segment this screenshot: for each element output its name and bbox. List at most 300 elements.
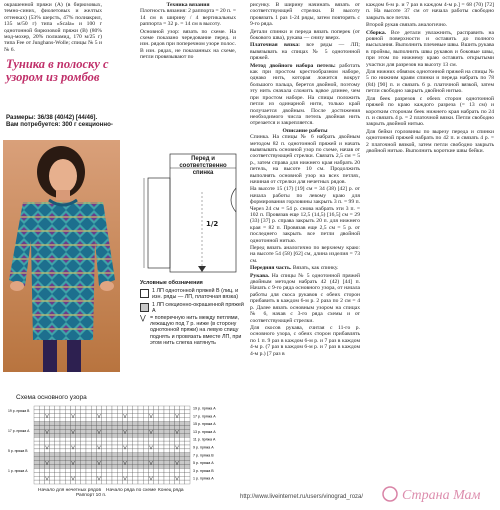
pattern-cell [102,445,107,449]
pattern-symbol: ⋁ [123,444,127,450]
source-url[interactable]: http://www.liveinternet.ru/users/vinograd_roza/ [240,494,364,500]
pattern-cell [65,453,70,457]
pattern-cell [50,453,55,457]
pattern-cell [133,429,138,433]
pattern-cell [86,441,91,445]
pattern-cell [86,476,91,480]
row-label: 11 р. пряжа A [193,437,216,442]
pattern-symbol: ⋁ [71,444,75,450]
pattern-cell [50,449,55,453]
pattern-cell [117,433,122,437]
pattern-cell [185,406,190,410]
schematic-label: Перед и соответственно спинка [179,156,227,176]
legend-text: 1 ЛП секционно-окрашенной пряжей А [152,301,244,314]
pattern-cell [60,449,65,453]
pattern-cell [76,457,81,461]
pattern-cell [34,441,39,445]
pattern-cell [185,433,190,437]
pattern-cell [164,433,169,437]
pattern-cell [102,422,107,426]
para-front [250,265,360,271]
para-neck-band: Для бейки горловины по вырезу переда и спинки однотонной пряжей набрать по 42 п. и связать 4 р. = 2 платочной вязкой, затем петли свободно закрыть двойной нитью. Выполнить короткие швы бейки. [366,128,494,154]
pattern-cell [81,465,86,469]
article-title: Туника в полоску с узором из ромбов [6,57,109,84]
garter-text: все ряды — ЛП; вывязывать на спицах № 5 однотонной пряжей. [250,42,360,62]
pattern-cell [133,418,138,422]
pattern-cell [76,476,81,480]
pattern-cell [107,465,112,469]
pattern-cell [76,422,81,426]
pattern-cell [44,449,49,453]
pattern-cell [107,418,112,422]
pattern-cell [112,449,117,453]
pattern-cell [76,445,81,449]
pattern-cell [143,472,148,476]
pattern-cell [159,480,164,484]
pattern-cell [39,453,44,457]
pattern-cell [185,468,190,472]
pattern-cell [96,433,101,437]
tunic-photo-illustration [3,140,120,372]
pattern-cell [117,480,122,484]
pattern-cell [91,476,96,480]
pattern-cell [86,418,91,422]
pattern-cell [112,476,117,480]
pattern-cell [164,457,169,461]
para-construction: Детали спинки и переда вязать поперек (от бокового шва), рукава — снизу вверх. [250,28,360,42]
pattern-cell [91,406,96,410]
pattern-cell [128,468,133,472]
pattern-cell [60,441,65,445]
pattern-cell [148,433,153,437]
pattern-cell [180,461,185,465]
left-row-label: 17 р. пряжа A [8,429,30,433]
pattern-cell [185,418,190,422]
pattern-cell [107,453,112,457]
pattern-cell [76,410,81,414]
pattern-cell [86,461,91,465]
pattern-cell [65,465,70,469]
pattern-cell [34,406,39,410]
pattern-cell [154,414,159,418]
pattern-cell [133,410,138,414]
pattern-cell [76,418,81,422]
pattern-cell [44,437,49,441]
pattern-symbol: ⋁ [45,428,49,434]
pattern-cell [117,476,122,480]
pattern-symbol: ⋁ [45,413,49,419]
pattern-cell [169,429,174,433]
tunic-photo [3,140,120,372]
row-label: 3 р. пряжа B [193,468,214,473]
pattern-title: Схема основного узора [16,394,87,401]
pattern-cell [143,453,148,457]
pattern-cell [112,422,117,426]
pattern-cell [39,461,44,465]
para-height: Перед вязать аналогично по верхнему краю: на высоте 54 (58) [62] см, длина изделия = 73 см. [250,245,360,264]
pattern-cell [44,453,49,457]
pattern-cell [39,406,44,410]
pattern-cell [143,429,148,433]
pattern-cell [117,468,122,472]
pattern-cell [133,465,138,469]
pattern-cell [34,465,39,469]
pattern-cell [107,414,112,418]
pattern-cell [55,426,60,430]
pattern-cell [180,472,185,476]
pattern-cell [117,445,122,449]
pattern-cell [39,465,44,469]
materials-column [4,2,102,53]
pattern-cell [107,445,112,449]
pattern-cell [55,445,60,449]
pattern-cell [169,472,174,476]
pattern-cell [34,418,39,422]
pattern-cell [55,437,60,441]
pattern-cell [65,410,70,414]
pattern-cell [81,426,86,430]
pattern-cell [180,453,185,457]
pattern-cell [138,414,143,418]
pattern-cell [96,418,101,422]
pattern-cell [70,418,75,422]
pattern-cell [164,472,169,476]
pattern-cell [91,410,96,414]
pattern-cell [180,418,185,422]
pattern-cell [65,480,70,484]
para-slit-band: Для беек разрезов с обеих сторон однотонной пряжей по краю каждого разреза (= 13 см) и коротким сторонам беек нижнего края набрать по 24 п. и связать 4 р. = 2 платочной вязки. Петли свободно закрыть двойной нитью. [366,95,494,128]
materials-line: Вам потребуется: 300 г секционно- [6,121,113,129]
pattern-cell [159,457,164,461]
pattern-cell [117,414,122,418]
legend [140,280,246,347]
pattern-cell [164,422,169,426]
legend-swatch [140,289,149,298]
pattern-cell [180,410,185,414]
para-bottom-band: Для нижних обвязок однотонной пряжей на спицы № 5 по нижним краям спинки и переда набрать по 78 (84) [90] п. и связать 6 р. платочной вязкой, затем петли свободно закрыть двойной нитью. [366,69,494,95]
pattern-cell [154,445,159,449]
pattern-cell [128,426,133,430]
caption-raport: Раппорт 10 п. [76,493,107,498]
pattern-cell [44,406,49,410]
pattern-cell [159,414,164,418]
pattern-cell [169,410,174,414]
pattern-cell [107,449,112,453]
pattern-symbol: ⋁ [97,475,101,481]
pattern-cell [55,410,60,414]
pattern-cell [86,457,91,461]
pattern-cell [102,437,107,441]
pattern-cell [86,422,91,426]
pattern-cell [117,410,122,414]
pattern-cell [65,449,70,453]
pattern-cell [159,449,164,453]
pattern-cell [117,418,122,422]
pattern-cell [76,429,81,433]
pattern-cell [86,449,91,453]
pattern-cell [128,472,133,476]
pattern-cell [122,422,127,426]
pattern-cell [164,414,169,418]
pattern-cell [159,422,164,426]
pattern-cell [143,476,148,480]
pattern-cell [148,418,153,422]
pattern-cell [180,480,185,484]
legend-item [140,302,246,314]
pattern-cell [133,406,138,410]
pattern-cell [50,406,55,410]
pattern-cell [169,457,174,461]
pattern-cell [169,433,174,437]
pattern-cell [81,429,86,433]
left-row-label: 5 р. пряжа B [8,449,28,453]
pattern-cell [128,406,133,410]
pattern-cell [39,441,44,445]
row-label: 19 р. пряжа A [193,406,216,411]
pattern-cell [169,406,174,410]
pattern-cell [91,422,96,426]
pattern-cell [143,445,148,449]
pattern-cell [185,457,190,461]
pattern-cell [169,461,174,465]
pattern-cell [159,472,164,476]
pattern-cell [86,465,91,469]
pattern-cell [164,445,169,449]
pattern-cell [133,437,138,441]
pattern-cell [65,437,70,441]
pattern-cell [174,468,179,472]
pattern-cell [44,433,49,437]
pattern-cell [81,418,86,422]
pattern-cell [70,406,75,410]
pattern-cell [91,426,96,430]
pattern-cell [154,437,159,441]
pattern-cell [39,476,44,480]
pattern-cell [81,480,86,484]
pattern-cell [133,422,138,426]
pattern-cell [154,429,159,433]
pattern-cell [143,449,148,453]
pattern-cell [122,449,127,453]
pattern-cell [55,465,60,469]
pattern-cell [159,468,164,472]
pattern-cell [185,453,190,457]
pattern-cell [39,468,44,472]
pattern-cell [185,437,190,441]
pattern-cell [138,410,143,414]
pattern-cell [39,437,44,441]
pattern-cell [112,426,117,430]
pattern-cell [107,461,112,465]
legend-symbol: ⋁ [140,315,146,323]
pattern-cell [128,429,133,433]
pattern-cell [39,445,44,449]
pattern-cell [154,468,159,472]
pattern-cell [65,457,70,461]
pattern-cell [128,457,133,461]
pattern-symbol: ⋁ [71,428,75,434]
pattern-cell [164,449,169,453]
legend-item [140,315,246,346]
pattern-cell [107,429,112,433]
pattern-cell [154,476,159,480]
pattern-cell [34,480,39,484]
pattern-cell [91,472,96,476]
legend-text: = поперечную нить между петлями, лежащую под 7 р. ниже (в сторону однотонной пряжи) на левую спицу поднять и провязать вместе ЛП, при этом нить слегка натянуть [150,315,242,346]
pattern-cell [180,468,185,472]
pattern-cell [102,406,107,410]
pattern-cell [148,480,153,484]
pattern-cell [81,449,86,453]
pattern-cell [81,472,86,476]
pattern-cell [102,457,107,461]
pattern-cell [81,410,86,414]
pattern-symbol: ⋁ [123,413,127,419]
pattern-cell [50,418,55,422]
pattern-cell [107,410,112,414]
pattern-cell [185,465,190,469]
pattern-cell [96,449,101,453]
pattern-cell [50,468,55,472]
pattern-cell [102,453,107,457]
pattern-cell [112,410,117,414]
caption-row-start: Начало ряда по схеме [106,488,157,493]
pattern-cell [102,429,107,433]
pattern-cell [102,465,107,469]
pattern-cell [164,437,169,441]
pattern-cell [55,457,60,461]
assembly-heading: Сборка. [366,29,387,36]
pattern-cell [76,433,81,437]
pattern-cell [76,472,81,476]
pattern-cell [164,480,169,484]
pattern-cell [185,422,190,426]
pattern-symbol: ⋁ [71,413,75,419]
pattern-cell [55,406,60,410]
pattern-cell [55,422,60,426]
site-watermark-logo [380,482,496,506]
legend-text: 1 ЛП однотонной пряжей В (лиц. и изн. ряды — ЛП, платочная вязка) [152,288,239,301]
pattern-cell [65,418,70,422]
pattern-cell [148,465,153,469]
pattern-cell [107,437,112,441]
pattern-cell [117,449,122,453]
pattern-cell [102,461,107,465]
pattern-cell [91,457,96,461]
pattern-cell [117,426,122,430]
pattern-cell [117,422,122,426]
pattern-cell [102,418,107,422]
pattern-cell [70,422,75,426]
pattern-cell [164,410,169,414]
pattern-cell [76,465,81,469]
pattern-cell [128,449,133,453]
pattern-cell [159,437,164,441]
pattern-cell [180,414,185,418]
pattern-cell [44,480,49,484]
pattern-cell [86,480,91,484]
pattern-cell [76,426,81,430]
pattern-cell [107,406,112,410]
pattern-cell [76,468,81,472]
pattern-cell [39,457,44,461]
pattern-cell [185,472,190,476]
description-heading: Описание работы [282,127,328,134]
pattern-cell [107,422,112,426]
pattern-symbol: ⋁ [149,444,153,450]
pattern-cell [102,449,107,453]
double-cast-text: работать как при простом крестообразном наборе, однако нить, которая ложится вокруг большого пальца, берется двойной, поэтому эту нить сначала сложить вдвое длинее, чем при простом наборе. На спицы положить петли из одинарной нити, только край получается двойным. После достижения необходимого числа петель двойная нить отрезается и закрепляется. [250,62,360,127]
pattern-cell [138,422,143,426]
pattern-cell [180,445,185,449]
pattern-cell [174,406,179,410]
pattern-cell [128,461,133,465]
pattern-cell [169,422,174,426]
pattern-cell [185,461,190,465]
pattern-cell [128,422,133,426]
sizes-block [6,114,136,128]
pattern-cell [164,468,169,472]
pattern-cell [34,445,39,449]
pattern-cell [174,418,179,422]
pattern-symbol: ⋁ [97,460,101,465]
pattern-cell [60,433,65,437]
pattern-cell [112,461,117,465]
pattern-cell [107,441,112,445]
pattern-cell [91,441,96,445]
pattern-cell [159,465,164,469]
pattern-cell [60,418,65,422]
pattern-cell [81,476,86,480]
pattern-symbol: ⋁ [97,413,101,419]
pattern-cell [60,422,65,426]
pattern-cell [112,418,117,422]
pattern-cell [117,453,122,457]
pattern-cell [185,441,190,445]
row-label: 13 р. пряжа A [193,429,216,434]
legend-item [140,288,246,300]
pattern-symbol: ⋁ [97,428,101,434]
main-pattern-text: Основной узор: вязать по схеме. На схеме показано чередование перед. и изн. рядов при поперечном узоре полос. В изн. рядах, не показанных на схеме, петли провязывают по [140,28,236,61]
pattern-cell [50,445,55,449]
pattern-cell [81,437,86,441]
pattern-cell [96,468,101,472]
pattern-cell [138,429,143,433]
pattern-cell [86,429,91,433]
pattern-cell [76,441,81,445]
pattern-cell [50,433,55,437]
pattern-cell [138,433,143,437]
pattern-cell [76,414,81,418]
pattern-cell [138,476,143,480]
pattern-cell [128,410,133,414]
sleeves-text: На спицы № 5 однотонной пряжей двойным методом набрать 42 (42) [44] п. Начать с 9-го ряда основного узора, от начала работы для скоса рукавов с обеих сторон прибавить в каждом 6-м р. 2 раза по 2 см = 4 р. Далее вязать основным узором на спицах № 6, начав с 3-го ряда схемы и от соответствующей стрелки. [250,272,360,324]
schematic-measure: 1/2 [206,220,219,228]
pattern-cell [112,472,117,476]
pattern-symbol: ⋁ [71,475,75,481]
pattern-cell [122,406,127,410]
pattern-cell [154,406,159,410]
pattern-cell [138,465,143,469]
para-back: Спинка. На спицы № 6 набрать двойным методом 82 п. однотонной пряжей и начать вывязывать основной узор по схеме, начав от соответствующей стрелки. Связать 2,5 см = 5 р., затем справа для нижнего края набрать 20 петель, на высоте 10 см. Продолжить выполнять основной узор на всех петлях, начиная от стрелки для нечетных рядов. [250,134,360,185]
pattern-cell [122,418,127,422]
watermark-logo [380,482,496,506]
pattern-cell [44,468,49,472]
pattern-cell [122,465,127,469]
pattern-cell [65,445,70,449]
pattern-cell [143,406,148,410]
pattern-cell [91,449,96,453]
